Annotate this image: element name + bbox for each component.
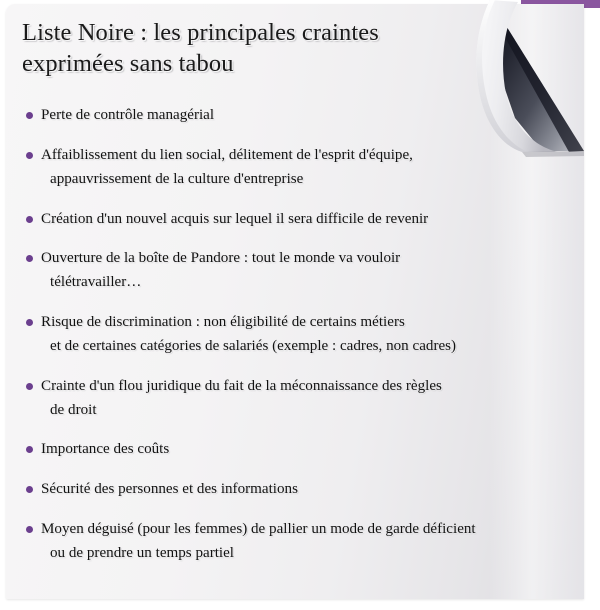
bullet-dot-icon [26,383,33,390]
list-item-line: Perte de contrôle managérial [41,107,215,123]
list-item-line: Création d'un nouvel acquis sur lequel il sera difficile de revenir [41,210,429,227]
bullet-dot-icon [26,526,33,533]
list-item-line: Sécurité des personnes et des informations [41,481,298,498]
list-item-text [41,104,570,128]
list-item-text [41,478,570,502]
list-item-text [41,438,570,462]
list-item [22,311,570,359]
list-item-line: Moyen déguisé (pour les femmes) de pallier un mode de garde déficient [41,521,476,538]
list-item-line: Ouverture de la boîte de Pandore : tout le monde va vouloir [41,250,401,267]
bullet-list [22,104,570,566]
bullet-dot-icon [26,152,33,159]
list-item [22,478,570,502]
bullet-dot-icon [26,216,33,223]
bullet-dot-icon [26,255,33,262]
list-item-line-cont: ou de prendre un temps partiel [50,544,234,561]
list-item-text [41,247,570,295]
list-item [22,375,570,423]
list-item-line: Crainte d'un flou juridique du fait de la méconnaissance des règles [41,377,442,394]
list-item-line: Risque de discrimination : non éligibilité de certains métiers [41,314,405,331]
list-item [22,144,570,192]
list-item [22,104,570,128]
list-item-line-cont: appauvrissement de la culture d'entreprise [50,170,304,187]
list-item [22,247,570,295]
bullet-dot-icon [26,319,33,326]
page-title: Liste Noire : les principales craintes exprimées sans tabou [22,19,379,77]
list-item [22,518,570,566]
bullet-dot-icon [26,446,33,453]
list-item-text [41,144,570,192]
list-item-text [41,208,570,232]
list-item-line-cont: télétravailler… [50,274,142,291]
bullet-dot-icon [26,112,33,119]
list-item-line: Importance des coûts [41,441,170,458]
list-item-line-cont: et de certaines catégories de salariés (exemple : cadres, non cadres) [50,337,457,354]
list-item-line-cont: de droit [50,401,97,418]
list-item [22,208,570,232]
list-item-line: Affaiblissement du lien social, délitement de l'esprit d'équipe, [41,146,413,163]
list-item-text [41,375,570,423]
list-item [22,438,570,462]
list-item-text [41,518,570,566]
list-item-text [41,311,570,359]
bullet-dot-icon [26,486,33,493]
